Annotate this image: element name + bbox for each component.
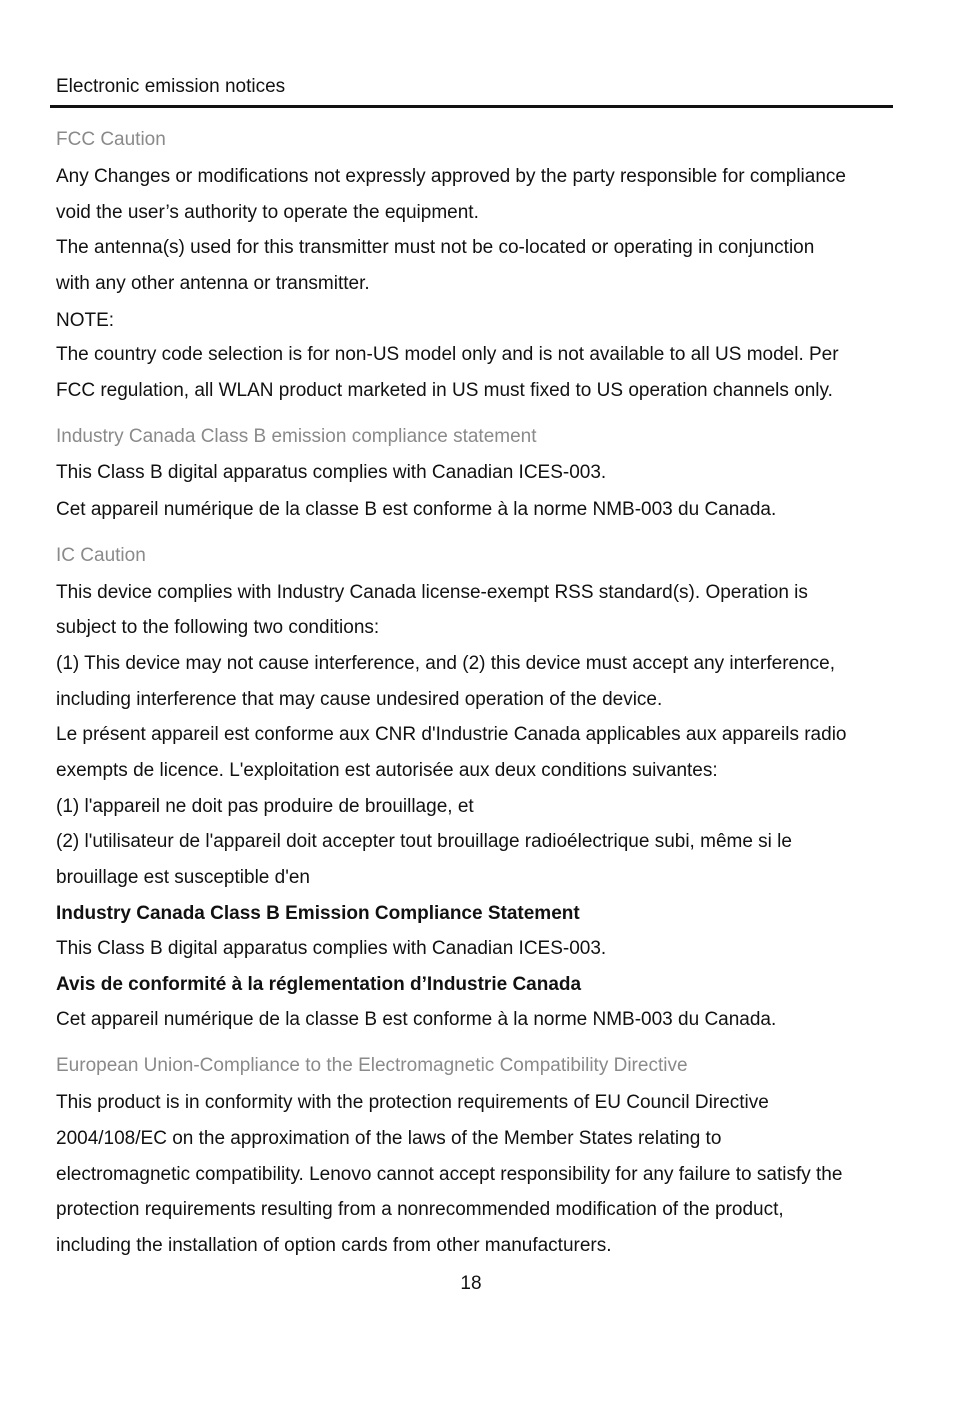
paragraph-line: This product is in conformity with the protection requirements of EU Council Directive: [56, 1092, 769, 1113]
paragraph-line: including the installation of option cards from other manufacturers.: [56, 1235, 612, 1256]
paragraph-line: (1) l'appareil ne doit pas produire de brouillage, et: [56, 796, 474, 817]
paragraph-line: This Class B digital apparatus complies with Canadian ICES-003.: [56, 938, 607, 959]
section-heading: Industry Canada Class B Emission Compliance Statement: [56, 903, 580, 924]
paragraph-line: including interference that may cause undesired operation of the device.: [56, 689, 663, 710]
paragraph-line: This device complies with Industry Canada license-exempt RSS standard(s). Operation is: [56, 582, 808, 603]
paragraph-line: protection requirements resulting from a nonrecommended modification of the product,: [56, 1199, 784, 1220]
paragraph-line: exempts de licence. L'exploitation est autorisée aux deux conditions suivantes:: [56, 760, 718, 781]
page-header-title: Electronic emission notices: [56, 76, 286, 97]
paragraph-line: void the user’s authority to operate the equipment.: [56, 202, 479, 223]
section-heading: Avis de conformité à la réglementation d’Industrie Canada: [56, 974, 582, 995]
paragraph-line: 2004/108/EC on the approximation of the laws of the Member States relating to: [56, 1128, 722, 1149]
section-heading: FCC Caution: [56, 129, 166, 150]
section-heading: European Union-Compliance to the Electromagnetic Compatibility Directive: [56, 1055, 688, 1076]
paragraph-line: electromagnetic compatibility. Lenovo cannot accept responsibility for any failure to satisfy the: [56, 1164, 843, 1185]
paragraph-line: FCC regulation, all WLAN product marketed in US must fixed to US operation channels only.: [56, 380, 833, 401]
paragraph-line: NOTE:: [56, 310, 115, 331]
paragraph-line: This Class B digital apparatus complies with Canadian ICES-003.: [56, 462, 607, 483]
page-number: 18: [460, 1273, 482, 1294]
paragraph-line: The antenna(s) used for this transmitter must not be co-located or operating in conjunction: [56, 237, 815, 258]
header-rule: [50, 105, 893, 108]
section-heading: IC Caution: [56, 545, 146, 566]
paragraph-line: (2) l'utilisateur de l'appareil doit accepter tout brouillage radioélectrique subi, même si le: [56, 831, 792, 852]
paragraph-line: Cet appareil numérique de la classe B est conforme à la norme NMB-003 du Canada.: [56, 1009, 777, 1030]
paragraph-line: (1) This device may not cause interference, and (2) this device must accept any interference,: [56, 653, 836, 674]
paragraph-line: brouillage est susceptible d'en: [56, 867, 310, 888]
paragraph-line: Cet appareil numérique de la classe B est conforme à la norme NMB-003 du Canada.: [56, 499, 777, 520]
paragraph-line: The country code selection is for non-US model only and is not available to all US model. Per: [56, 344, 839, 365]
paragraph-line: subject to the following two conditions:: [56, 617, 380, 638]
section-heading: Industry Canada Class B emission compliance statement: [56, 426, 537, 447]
paragraph-line: Le présent appareil est conforme aux CNR d'Industrie Canada applicables aux appareils radio: [56, 724, 847, 745]
paragraph-line: with any other antenna or transmitter.: [56, 273, 370, 294]
paragraph-line: Any Changes or modifications not expressly approved by the party responsible for compliance: [56, 166, 846, 187]
